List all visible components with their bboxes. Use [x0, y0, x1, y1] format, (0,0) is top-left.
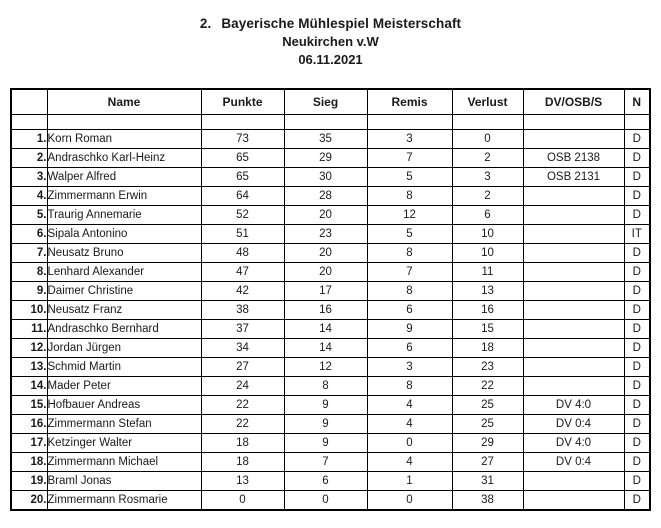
cell-nationality: D [624, 453, 650, 472]
cell-remis: 8 [367, 282, 452, 301]
cell-sieg: 14 [284, 339, 367, 358]
cell-sieg: 23 [284, 225, 367, 244]
cell-verlust: 2 [452, 149, 523, 168]
cell-punkte: 22 [201, 415, 284, 434]
cell-name: Mader Peter [47, 377, 201, 396]
cell-remis: 5 [367, 168, 452, 187]
cell-rank: 16. [11, 415, 47, 434]
cell-sieg: 16 [284, 301, 367, 320]
cell-rank: 10. [11, 301, 47, 320]
cell-dv-osb-s [523, 187, 624, 206]
table-row [11, 206, 650, 225]
cell-rank: 8. [11, 263, 47, 282]
cell-nationality: D [624, 339, 650, 358]
cell-verlust: 18 [452, 339, 523, 358]
cell-punkte: 27 [201, 358, 284, 377]
cell-verlust: 16 [452, 301, 523, 320]
cell-verlust: 11 [452, 263, 523, 282]
cell-dv-osb-s: OSB 2131 [523, 168, 624, 187]
cell-name: Ketzinger Walter [47, 434, 201, 453]
cell-verlust: 10 [452, 244, 523, 263]
cell-verlust: 29 [452, 434, 523, 453]
cell-sieg: 17 [284, 282, 367, 301]
spacer-cell [11, 115, 47, 130]
cell-rank: 20. [11, 491, 47, 511]
cell-punkte: 0 [201, 491, 284, 511]
cell-name: Andraschko Bernhard [47, 320, 201, 339]
table-row [11, 358, 650, 377]
column-header-dv-osb-s: DV/OSB/S [523, 89, 624, 115]
document-title-block [0, 0, 661, 69]
cell-name: Zimmermann Rosmarie [47, 491, 201, 511]
cell-verlust: 15 [452, 320, 523, 339]
cell-dv-osb-s [523, 377, 624, 396]
cell-punkte: 18 [201, 453, 284, 472]
cell-nationality: D [624, 130, 650, 149]
cell-name: Zimmermann Erwin [47, 187, 201, 206]
table-row [11, 396, 650, 415]
cell-nationality: D [624, 377, 650, 396]
cell-nationality: D [624, 263, 650, 282]
cell-punkte: 64 [201, 187, 284, 206]
cell-nationality: D [624, 472, 650, 491]
column-header-rank [11, 89, 47, 115]
cell-name: Braml Jonas [47, 472, 201, 491]
cell-dv-osb-s [523, 263, 624, 282]
cell-remis: 4 [367, 453, 452, 472]
cell-name: Traurig Annemarie [47, 206, 201, 225]
spacer-cell [284, 115, 367, 130]
cell-punkte: 18 [201, 434, 284, 453]
cell-verlust: 13 [452, 282, 523, 301]
cell-nationality: D [624, 491, 650, 511]
cell-dv-osb-s [523, 339, 624, 358]
cell-remis: 7 [367, 149, 452, 168]
cell-sieg: 29 [284, 149, 367, 168]
column-header-remis: Remis [367, 89, 452, 115]
cell-dv-osb-s [523, 244, 624, 263]
cell-sieg: 28 [284, 187, 367, 206]
cell-rank: 15. [11, 396, 47, 415]
standings-table-container [10, 69, 651, 511]
cell-rank: 6. [11, 225, 47, 244]
cell-dv-osb-s [523, 206, 624, 225]
column-header-sieg: Sieg [284, 89, 367, 115]
cell-remis: 5 [367, 225, 452, 244]
cell-name: Zimmermann Stefan [47, 415, 201, 434]
title-ordinal: 2. [199, 16, 212, 31]
cell-verlust: 0 [452, 130, 523, 149]
cell-remis: 9 [367, 320, 452, 339]
cell-nationality: D [624, 415, 650, 434]
cell-verlust: 10 [452, 225, 523, 244]
cell-dv-osb-s [523, 491, 624, 511]
cell-rank: 5. [11, 206, 47, 225]
cell-dv-osb-s: DV 0:4 [523, 453, 624, 472]
cell-nationality: D [624, 320, 650, 339]
cell-punkte: 51 [201, 225, 284, 244]
cell-name: Neusatz Franz [47, 301, 201, 320]
table-row [11, 472, 650, 491]
cell-rank: 13. [11, 358, 47, 377]
cell-dv-osb-s [523, 282, 624, 301]
cell-rank: 1. [11, 130, 47, 149]
cell-verlust: 27 [452, 453, 523, 472]
cell-dv-osb-s [523, 301, 624, 320]
cell-name: Lenhard Alexander [47, 263, 201, 282]
cell-rank: 4. [11, 187, 47, 206]
column-header-verlust: Verlust [452, 89, 523, 115]
spacer-cell [201, 115, 284, 130]
cell-sieg: 7 [284, 453, 367, 472]
cell-remis: 6 [367, 301, 452, 320]
table-row [11, 244, 650, 263]
cell-punkte: 13 [201, 472, 284, 491]
cell-sieg: 14 [284, 320, 367, 339]
table-row [11, 434, 650, 453]
cell-dv-osb-s [523, 225, 624, 244]
cell-rank: 17. [11, 434, 47, 453]
cell-nationality: D [624, 149, 650, 168]
cell-rank: 19. [11, 472, 47, 491]
cell-verlust: 25 [452, 396, 523, 415]
cell-remis: 8 [367, 244, 452, 263]
cell-name: Walper Alfred [47, 168, 201, 187]
cell-punkte: 52 [201, 206, 284, 225]
cell-remis: 3 [367, 358, 452, 377]
cell-nationality: D [624, 434, 650, 453]
cell-verlust: 22 [452, 377, 523, 396]
cell-verlust: 38 [452, 491, 523, 511]
table-header [11, 89, 650, 115]
cell-name: Jordan Jürgen [47, 339, 201, 358]
column-header-name: Name [47, 89, 201, 115]
page-title [0, 14, 661, 33]
cell-sieg: 35 [284, 130, 367, 149]
table-row [11, 282, 650, 301]
cell-name: Sipala Antonino [47, 225, 201, 244]
cell-rank: 12. [11, 339, 47, 358]
table-row [11, 339, 650, 358]
table-row [11, 130, 650, 149]
cell-dv-osb-s: DV 0:4 [523, 415, 624, 434]
cell-dv-osb-s [523, 472, 624, 491]
table-row [11, 225, 650, 244]
cell-nationality: D [624, 301, 650, 320]
cell-rank: 18. [11, 453, 47, 472]
spacer-cell [47, 115, 201, 130]
cell-nationality: D [624, 396, 650, 415]
cell-name: Neusatz Bruno [47, 244, 201, 263]
cell-punkte: 38 [201, 301, 284, 320]
cell-punkte: 22 [201, 396, 284, 415]
cell-punkte: 42 [201, 282, 284, 301]
cell-verlust: 2 [452, 187, 523, 206]
cell-punkte: 34 [201, 339, 284, 358]
cell-sieg: 12 [284, 358, 367, 377]
spacer-cell [523, 115, 624, 130]
cell-remis: 8 [367, 187, 452, 206]
cell-nationality: D [624, 187, 650, 206]
cell-nationality: D [624, 244, 650, 263]
cell-punkte: 24 [201, 377, 284, 396]
cell-remis: 0 [367, 491, 452, 511]
cell-punkte: 65 [201, 168, 284, 187]
table-row [11, 453, 650, 472]
cell-nationality: D [624, 206, 650, 225]
cell-rank: 2. [11, 149, 47, 168]
cell-verlust: 31 [452, 472, 523, 491]
cell-remis: 4 [367, 415, 452, 434]
column-header-punkte: Punkte [201, 89, 284, 115]
title-location: Neukirchen v.W [282, 34, 379, 49]
cell-verlust: 25 [452, 415, 523, 434]
cell-dv-osb-s [523, 320, 624, 339]
cell-remis: 7 [367, 263, 452, 282]
cell-rank: 7. [11, 244, 47, 263]
cell-sieg: 20 [284, 244, 367, 263]
cell-name: Andraschko Karl-Heinz [47, 149, 201, 168]
cell-sieg: 9 [284, 415, 367, 434]
table-row [11, 320, 650, 339]
cell-rank: 14. [11, 377, 47, 396]
cell-dv-osb-s [523, 358, 624, 377]
cell-sieg: 9 [284, 396, 367, 415]
spacer-cell [367, 115, 452, 130]
cell-dv-osb-s: DV 4:0 [523, 434, 624, 453]
table-row [11, 491, 650, 511]
cell-nationality: D [624, 282, 650, 301]
cell-sieg: 8 [284, 377, 367, 396]
cell-dv-osb-s: DV 4:0 [523, 396, 624, 415]
cell-sieg: 20 [284, 263, 367, 282]
cell-sieg: 20 [284, 206, 367, 225]
cell-nationality: D [624, 358, 650, 377]
cell-dv-osb-s: OSB 2138 [523, 149, 624, 168]
cell-remis: 12 [367, 206, 452, 225]
cell-sieg: 0 [284, 491, 367, 511]
cell-rank: 11. [11, 320, 47, 339]
cell-remis: 3 [367, 130, 452, 149]
cell-dv-osb-s [523, 130, 624, 149]
cell-remis: 0 [367, 434, 452, 453]
cell-rank: 3. [11, 168, 47, 187]
cell-nationality: D [624, 168, 650, 187]
cell-punkte: 65 [201, 149, 284, 168]
cell-sieg: 9 [284, 434, 367, 453]
cell-rank: 9. [11, 282, 47, 301]
cell-remis: 1 [367, 472, 452, 491]
table-row [11, 415, 650, 434]
cell-remis: 6 [367, 339, 452, 358]
cell-verlust: 23 [452, 358, 523, 377]
table-row [11, 377, 650, 396]
cell-verlust: 3 [452, 168, 523, 187]
cell-punkte: 48 [201, 244, 284, 263]
cell-remis: 8 [367, 377, 452, 396]
cell-verlust: 6 [452, 206, 523, 225]
cell-nationality: IT [624, 225, 650, 244]
cell-remis: 4 [367, 396, 452, 415]
cell-sieg: 6 [284, 472, 367, 491]
table-header-row [11, 89, 650, 115]
cell-name: Zimmermann Michael [47, 453, 201, 472]
spacer-row [11, 115, 650, 130]
table-row [11, 263, 650, 282]
cell-punkte: 73 [201, 130, 284, 149]
cell-name: Hofbauer Andreas [47, 396, 201, 415]
table-body [11, 115, 650, 511]
table-row [11, 149, 650, 168]
table-row [11, 168, 650, 187]
cell-punkte: 47 [201, 263, 284, 282]
column-header-nationality: N [624, 89, 650, 115]
title-date: 06.11.2021 [298, 52, 363, 67]
standings-table [10, 88, 651, 511]
spacer-cell [452, 115, 523, 130]
title-main: Bayerische Mühlespiel Meisterschaft [221, 16, 462, 31]
cell-sieg: 30 [284, 168, 367, 187]
spacer-cell [624, 115, 650, 130]
cell-name: Schmid Martin [47, 358, 201, 377]
table-row [11, 301, 650, 320]
cell-punkte: 37 [201, 320, 284, 339]
cell-name: Daimer Christine [47, 282, 201, 301]
table-row [11, 187, 650, 206]
cell-name: Korn Roman [47, 130, 201, 149]
